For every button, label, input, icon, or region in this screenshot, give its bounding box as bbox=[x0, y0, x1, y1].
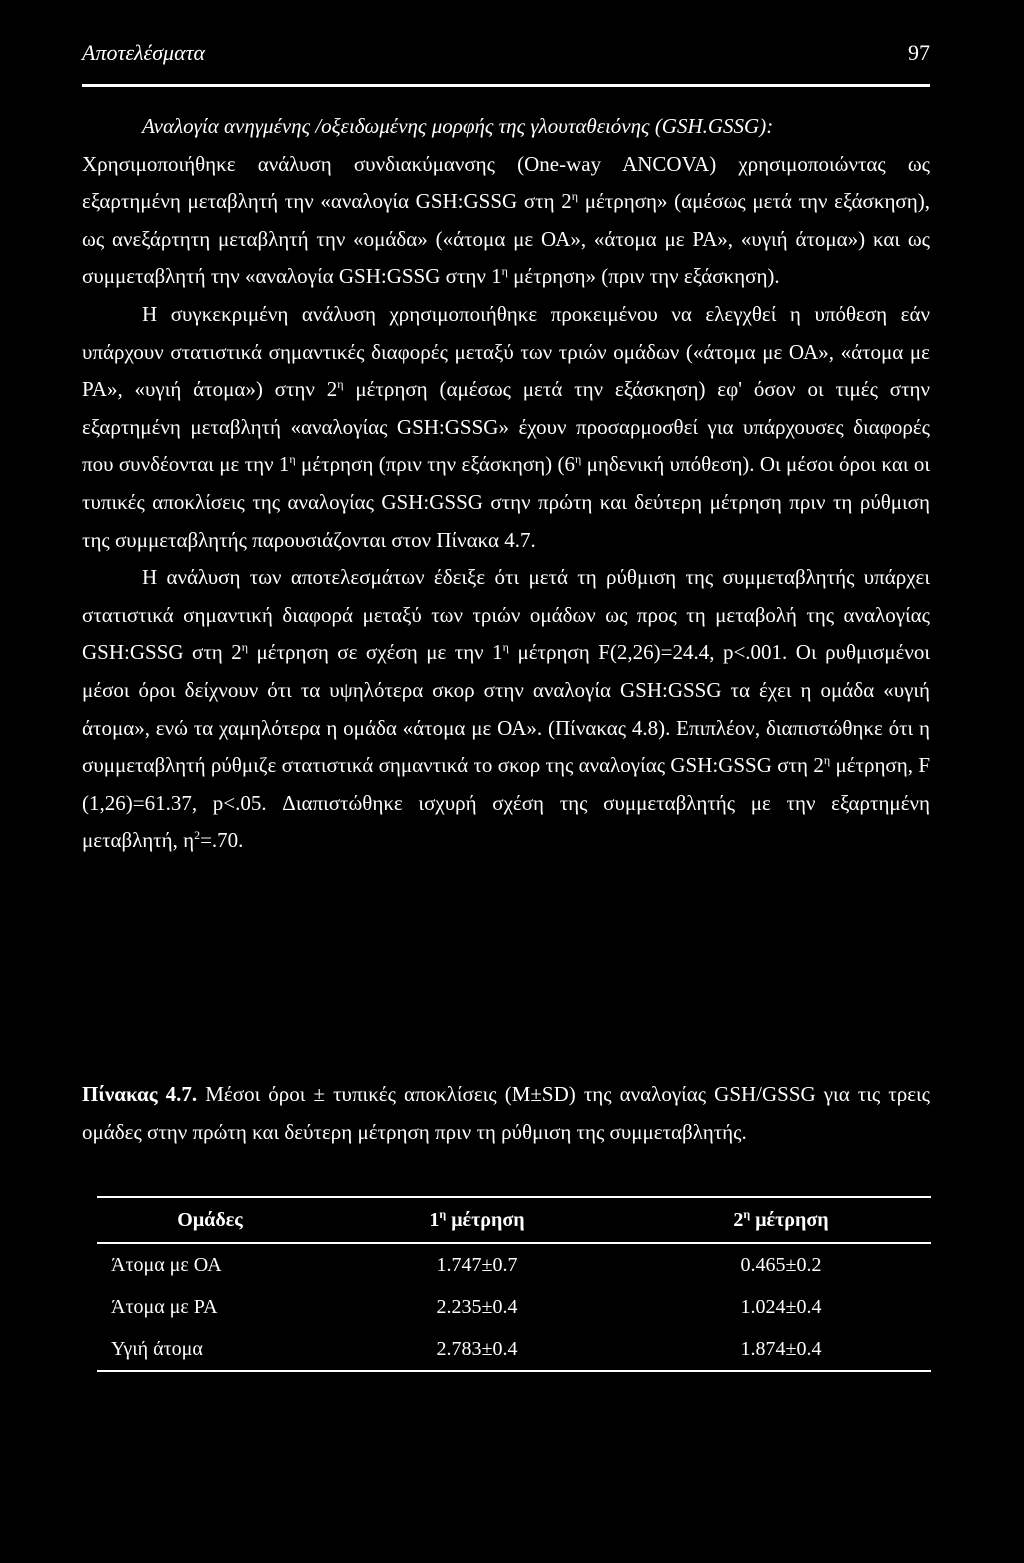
second-measure-cell: 1.024±0.4 bbox=[740, 1295, 822, 1318]
first-measure-cell: 2.783±0.4 bbox=[323, 1328, 631, 1371]
group-cell: Άτομα με ΟΑ bbox=[111, 1253, 222, 1276]
section-title: Αποτελέσματα bbox=[82, 40, 206, 65]
header-rule bbox=[82, 84, 930, 87]
first-measure-cell: 2.235±0.4 bbox=[436, 1295, 518, 1318]
col-header-second-measure: $2^\eta$ μέτρηση bbox=[631, 1197, 931, 1243]
table-label: Πίνακας 4.7. bbox=[82, 1082, 198, 1106]
group-cell: Υγιή άτομα bbox=[97, 1328, 323, 1371]
table-row bbox=[97, 1328, 931, 1371]
table-caption: Πίνακας 4.7. Μέσοι όροι ± τυπικές αποκλίσεις (Μ±SD) της αναλογίας GSH/GSSG για τις τρεις ομάδες στην πρώτη και δεύτερη μέτρηση πριν τη ρύθμιση της συμμεταβλητής. bbox=[82, 1082, 930, 1144]
paragraph-2: Η συγκεκριμένη ανάλυση χρησιμοποιήθηκε προκειμένου να ελεγχθεί η υπόθεση εάν υπάρχουν στατιστικά σημαντικές διαφορές μεταξύ των τριών ομάδων («άτομα με ΟΑ», «άτομα με ΡΑ», «υγιή άτομα») στην $2^\eta$ μέτρηση (αμέσως μετά την εξάσκηση) εφ' όσον οι τιμές στην εξαρτημένη μεταβλητή «αναλογίας GSH:GSSG» έχουν προσαρμοσθεί για υπάρχουσες διαφορές που συνδέονται με την $1^\eta$ μέτρηση (πριν την εξάσκηση) ($6^\eta$ μηδενική υπόθεση). Οι μέσοι όροι και οι τυπικές αποκλίσεις της αναλογίας GSH:GSSG στην πρώτη και δεύτερη μέτρηση πριν τη ρύθμιση της συμμεταβλητής παρουσιάζονται στον Πίνακα 4.7. bbox=[82, 301, 930, 552]
table-row bbox=[97, 1243, 931, 1286]
second-measure-cell: 1.874±0.4 bbox=[631, 1328, 931, 1371]
second-measure-cell: 0.465±0.2 bbox=[740, 1253, 822, 1276]
table-row bbox=[97, 1286, 931, 1328]
col-header-groups: Ομάδες bbox=[97, 1197, 323, 1243]
paragraph-1: Χρησιμοποιήθηκε ανάλυση συνδιακύμανσης (One-way ANCOVA) χρησιμοποιώντας ως εξαρτημένη μεταβλητή την «αναλογία GSH:GSSG στη $2^\eta$ μέτρηση» (αμέσως μετά την εξάσκηση), ως ανεξάρτητη μεταβλητή την «ομάδα» («άτομα με ΟΑ», «άτομα με ΡΑ», «υγιή άτομα») και ως συμμεταβλητή την «αναλογία GSH:GSSG στην $1^\eta$ μέτρηση» (πριν την εξάσκηση). bbox=[82, 151, 930, 289]
first-measure-cell: 1.747±0.7 bbox=[436, 1253, 518, 1276]
body-text bbox=[82, 108, 930, 860]
page-header bbox=[82, 40, 930, 74]
page-number: 97 bbox=[908, 40, 930, 65]
group-cell: Άτομα με ΡΑ bbox=[111, 1295, 218, 1318]
results-table bbox=[97, 1196, 931, 1372]
col-header-first-measure: $1^\eta$ μέτρηση bbox=[323, 1197, 631, 1243]
paragraph-3: Η ανάλυση των αποτελεσμάτων έδειξε ότι μετά τη ρύθμιση της συμμεταβλητής υπάρχει στατιστικά σημαντική διαφορά μεταξύ των τριών ομάδων ως προς τη μεταβολή της αναλογίας GSH:GSSG στη $2^\eta$ μέτρηση σε σχέση με την $1^\eta$ μέτρηση F(2,26)=24.4, p<.001. Οι ρυθμισμένοι μέσοι όροι δείχνουν ότι τα υψηλότερα σκορ στην αναλογία GSH:GSSG τα έχει η ομάδα «υγιή άτομα», ενώ τα χαμηλότερα η ομάδα «άτομα με ΟΑ». (Πίνακας 4.8). Επιπλέον, διαπιστώθηκε ότι η συμμεταβλητή ρύθμιζε στατιστικά σημαντικά το σκορ της αναλογίας GSH:GSSG στη $2^\eta$ μέτρηση, F (1,26)=61.37, p<.05. Διαπιστώθηκε ισχυρή σχέση της συμμεταβλητής με την εξαρτημένη μεταβλητή, $\eta^2=.70$. bbox=[82, 565, 930, 853]
table-header-row bbox=[97, 1197, 931, 1243]
subsection-heading: Αναλογία ανηγμένης /οξειδωμένης μορφής της γλουταθειόνης (GSH.GSSG): bbox=[142, 114, 774, 138]
